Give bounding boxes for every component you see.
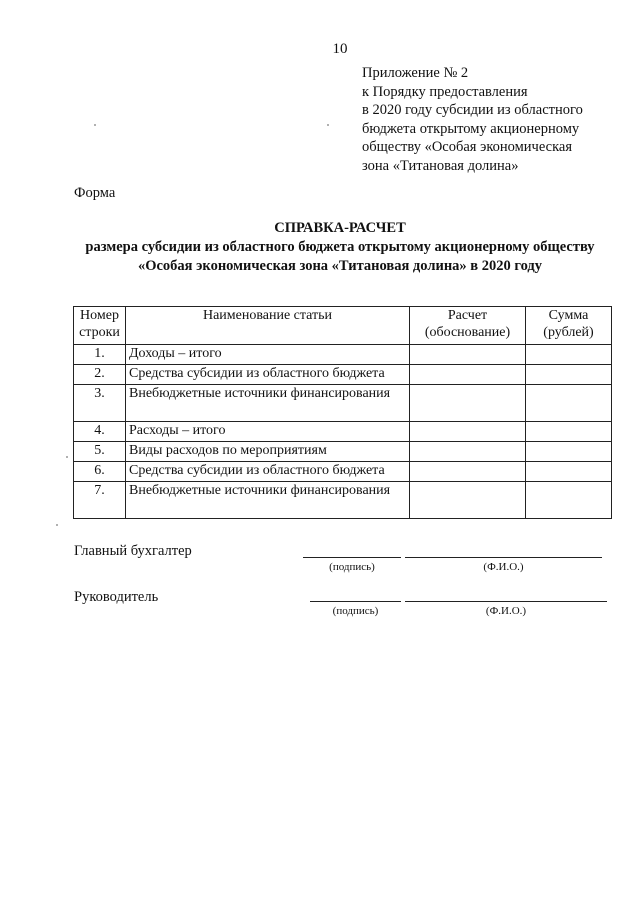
row-calculation-cell[interactable] — [410, 422, 526, 442]
document-title — [0, 219, 640, 276]
title-heading: СПРАВКА-РАСЧЕТ — [274, 220, 406, 236]
scan-speck — [327, 124, 329, 126]
title-subline: «Особая экономическая зона «Титановая долина» в 2020 году — [137, 258, 543, 274]
header-sum: Сумма (рублей) — [526, 307, 612, 345]
table-row — [74, 442, 612, 462]
row-sum-cell[interactable] — [526, 462, 612, 482]
row-sum-cell[interactable] — [526, 422, 612, 442]
row-item-name: Внебюджетные источники финансирования — [126, 482, 410, 519]
row-sum-cell[interactable] — [526, 345, 612, 365]
row-number: 4. — [74, 422, 126, 442]
row-calculation-cell[interactable] — [410, 462, 526, 482]
director-label: Руководитель — [74, 589, 159, 605]
row-calculation-cell[interactable] — [410, 442, 526, 462]
row-item-name: Доходы – итого — [126, 345, 410, 365]
chief-accountant-signature-line[interactable] — [303, 557, 401, 558]
row-sum-cell[interactable] — [526, 482, 612, 519]
row-number: 5. — [74, 442, 126, 462]
row-sum-cell[interactable] — [526, 365, 612, 385]
form-label: Форма — [74, 185, 116, 201]
appendix-reference — [362, 64, 632, 176]
appendix-line: бюджета открытому акционерному — [362, 120, 580, 137]
table-row — [74, 422, 612, 442]
scan-speck — [56, 524, 58, 526]
row-number: 7. — [74, 482, 126, 519]
director-signature-line[interactable] — [310, 601, 401, 602]
calculation-table — [73, 306, 612, 519]
row-number: 1. — [74, 345, 126, 365]
name-caption: (Ф.И.О.) — [485, 605, 527, 617]
header-calculation: Расчет (обоснование) — [410, 307, 526, 345]
row-calculation-cell[interactable] — [410, 482, 526, 519]
row-calculation-cell[interactable] — [410, 385, 526, 422]
appendix-line: Приложение № 2 — [362, 65, 469, 81]
appendix-line: к Порядку предоставления — [362, 83, 528, 100]
row-number: 3. — [74, 385, 126, 422]
signature-caption: (подпись) — [329, 561, 375, 573]
table-row — [74, 462, 612, 482]
page-number: 10 — [332, 41, 348, 57]
header-row-number: Номер строки — [74, 307, 126, 345]
scan-speck — [94, 124, 96, 126]
director-name-line[interactable] — [405, 601, 607, 602]
row-number: 6. — [74, 462, 126, 482]
name-caption: (Ф.И.О.) — [483, 561, 524, 573]
row-number: 2. — [74, 365, 126, 385]
chief-accountant-name-line[interactable] — [405, 557, 602, 558]
row-item-name: Средства субсидии из областного бюджета — [126, 365, 410, 385]
row-item-name: Внебюджетные источники финансирования — [126, 385, 410, 422]
header-item-name: Наименование статьи — [126, 307, 410, 345]
appendix-line: зона «Титановая долина» — [362, 157, 519, 174]
row-item-name: Расходы – итого — [126, 422, 410, 442]
row-calculation-cell[interactable] — [410, 365, 526, 385]
title-subline: размера субсидии из областного бюджета открытому акционерному обществу — [85, 239, 595, 255]
table-row — [74, 482, 612, 519]
signature-caption: (подпись) — [332, 605, 379, 617]
appendix-line: в 2020 году субсидии из областного — [362, 102, 583, 119]
scan-speck — [66, 456, 68, 458]
chief-accountant-label: Главный бухгалтер — [74, 543, 192, 559]
row-calculation-cell[interactable] — [410, 345, 526, 365]
row-item-name: Средства субсидии из областного бюджета — [126, 462, 410, 482]
row-sum-cell[interactable] — [526, 442, 612, 462]
table-row — [74, 345, 612, 365]
appendix-line: обществу «Особая экономическая — [362, 139, 573, 156]
row-item-name: Виды расходов по мероприятиям — [126, 442, 410, 462]
table-row — [74, 365, 612, 385]
row-sum-cell[interactable] — [526, 385, 612, 422]
table-header-row — [74, 307, 612, 345]
table-row — [74, 385, 612, 422]
